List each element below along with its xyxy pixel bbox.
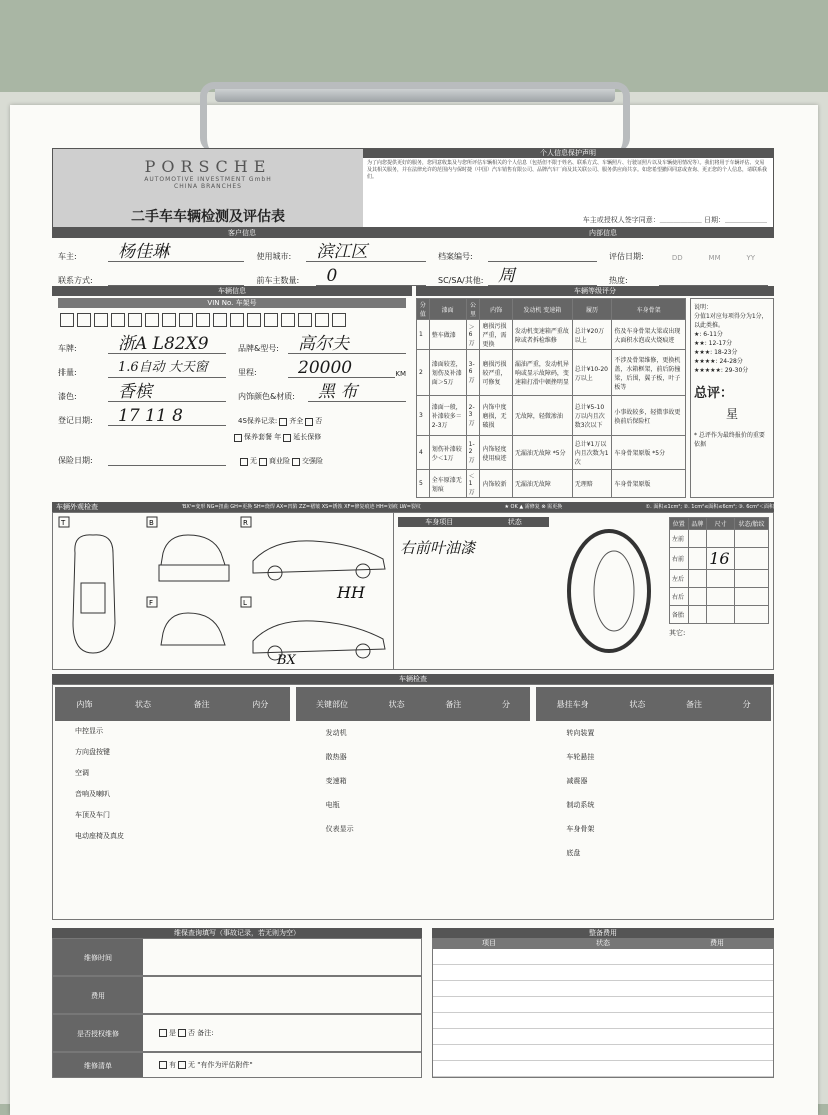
yy-ph: YY <box>746 254 756 262</box>
grading-bar: 车辆等级评分 <box>416 286 774 296</box>
grade-cell: ＜1万 <box>466 470 480 498</box>
checkbox-no[interactable] <box>305 418 313 426</box>
heat-value <box>659 266 768 286</box>
svg-text:T: T <box>61 519 66 527</box>
grade-cell: 伤及车身骨架大梁或出现大面积水泡或火烧痕迹 <box>612 320 686 350</box>
checkbox-have[interactable] <box>159 1061 167 1069</box>
brand-value: 高尔夫 <box>288 334 406 354</box>
maint-row-label: 维修清单 <box>53 1053 143 1077</box>
eval-date-label: 评估日期: <box>609 252 644 261</box>
body-items <box>393 513 553 669</box>
grade-cell: 整车做漆 <box>429 320 466 350</box>
prev-owners-value: 0 <box>316 266 426 286</box>
color-field[interactable] <box>52 378 232 402</box>
damage-note: 右前叶油漆 <box>400 539 476 557</box>
group-title: 关键部位 <box>316 699 348 709</box>
tire-header: 位置 <box>670 518 689 530</box>
opt-package: 保养套餐 <box>244 433 272 441</box>
maint-label: 4S保养记录: <box>238 417 278 425</box>
grading-section <box>412 286 774 498</box>
vin-boxes[interactable] <box>52 310 412 330</box>
opt-none: 无 <box>250 457 257 465</box>
cost-header: 项目 <box>482 939 496 947</box>
star-label: 星 <box>725 407 738 421</box>
grade-cell: 内饰较新 <box>480 470 512 498</box>
plate-label: 车牌: <box>58 344 77 353</box>
group-title: 内饰 <box>76 699 93 709</box>
remark-label: 备注 <box>445 699 462 709</box>
sc-field[interactable] <box>432 262 603 286</box>
prev-owners-label: 前车主数量: <box>256 276 300 285</box>
maint-row-label: 是否授权维修 <box>53 1015 143 1051</box>
tire-header: 状态/胎纹 <box>735 518 769 530</box>
interior-label: 内饰颜色&材质: <box>238 392 295 401</box>
cost-bar: 整备费用 <box>432 928 774 938</box>
color-label: 漆色: <box>58 392 77 401</box>
mileage-label: 里程: <box>238 368 257 377</box>
maint-row-label: 维修时间 <box>53 939 143 975</box>
reg-value: 17 11 8 <box>108 406 226 426</box>
year-unit: 年 <box>274 433 282 441</box>
disp-value: 1.6自动 大天窗 <box>108 358 226 378</box>
contact-value <box>108 266 244 286</box>
opt-no: 否 <box>315 417 323 425</box>
opt-commercial: 商业险 <box>269 457 290 465</box>
tire-pos: 右前 <box>670 548 689 570</box>
brand-field[interactable] <box>232 330 412 354</box>
check-item: 车身骨架 <box>566 825 595 833</box>
exterior-title: 车辆外观检查 <box>56 503 98 511</box>
contact-field[interactable] <box>52 262 250 286</box>
total-note: * 总评作为最终报价的重要依据 <box>694 432 765 448</box>
grade-cell: 漆面较差，划伤及补漆面＞5万 <box>429 350 466 396</box>
status-label: 状态 <box>388 699 405 709</box>
interior-field[interactable] <box>232 378 412 402</box>
svg-text:B: B <box>149 519 154 527</box>
grade-cell: 1 <box>417 320 430 350</box>
vehicle-info <box>52 286 412 498</box>
exterior-legend: ★ OK ▲ 需修复 ⊗ 需更换 <box>504 504 563 510</box>
cost-section <box>432 928 774 1078</box>
exterior-codes: 'BX'=变形 NG=扭曲 GH=更换 SH=烧焊 AX=凹陷 ZZ=褶皱 XS=锈蚀 XF=修复痕迹 HH=划痕 LW=裂纹 <box>181 504 421 510</box>
inspection-bar: 车辆检查 <box>52 674 774 684</box>
tire-icon <box>564 526 654 656</box>
owner-field[interactable] <box>52 238 250 262</box>
disp-label: 排量: <box>58 368 77 377</box>
cost-header: 状态 <box>596 939 610 947</box>
vehicle-grade-row <box>52 286 774 498</box>
reg-field[interactable] <box>52 402 232 426</box>
maint-extra <box>226 426 412 442</box>
check-item: 车轮悬挂 <box>566 753 595 761</box>
tire-pos: 备胎 <box>670 606 689 624</box>
total-label: 总评： <box>694 386 734 401</box>
internal-info <box>432 228 774 286</box>
grade-cell: 3-6万 <box>466 350 480 396</box>
privacy-text: 为了向您提供更好的服务，您同意收集及与您所评估车辆相关的个人信息（包括但不限于姓名、联系方式、车辆照片、行驶证照片以及车辆使用情况等）。我们将用于车辆评估、交易及其相关服务，并在法律允许的范围内与保时捷（中国）汽车销售有限公司、品牌汽车厂商及其关联公司、服务供应商共享。如您希望撤回同意或查询、更正您的个人信息，请联系我们。 <box>367 160 768 180</box>
plate-value: 浙A L82X9 <box>108 334 226 354</box>
checkbox-full[interactable] <box>279 418 287 426</box>
grade-cell: 漏油严重，发动机异响或显示故障码，变速箱打滑中顿挫明显 <box>512 350 572 396</box>
grade-cell: 总计¥20万以上 <box>572 320 612 350</box>
plate-field[interactable] <box>52 330 232 354</box>
mileage-value: 20000 <box>288 358 395 378</box>
grade-header: 公里 <box>466 299 480 320</box>
date-label: 日期： <box>704 216 725 224</box>
customer-info <box>52 228 432 286</box>
tire-image <box>553 513 665 669</box>
checkbox-commercial[interactable] <box>259 458 267 466</box>
grade-cell: ＞6万 <box>466 320 480 350</box>
sc-label: SC/SA/其他: <box>438 276 484 285</box>
brand-sub2: CHINA BRANCHES <box>174 183 242 190</box>
car-diagrams <box>53 513 393 669</box>
opt-full: 齐全 <box>289 417 304 425</box>
tire-pos: 右后 <box>670 588 689 606</box>
grade-cell: 1-2万 <box>466 436 480 470</box>
info-row <box>52 228 774 286</box>
disp-field[interactable] <box>52 354 232 378</box>
contact-label: 联系方式: <box>58 276 93 285</box>
reg-label: 登记日期: <box>58 416 93 425</box>
mm-ph: MM <box>708 254 721 262</box>
sc-value: 周 <box>488 266 597 286</box>
maintenance-bar: 维保查询填写（事故记录，若无则为空） <box>52 928 422 938</box>
grade-cell: 3 <box>417 396 430 436</box>
grading-legend <box>690 298 774 498</box>
sign-label: 车主或授权人签字同意： <box>582 216 660 224</box>
grade-cell: 无漏油无故障 *5分 <box>512 436 572 470</box>
grade-header: 车身骨架 <box>612 299 686 320</box>
grade-cell: 总计¥5-10万以内且次数3次以下 <box>572 396 612 436</box>
prev-owners-field[interactable] <box>250 262 432 286</box>
grade-cell: 全车原漆无划痕 <box>429 470 466 498</box>
status-label: 状态 <box>629 699 646 709</box>
file-label: 档案编号: <box>438 252 473 261</box>
check-item: 制动系统 <box>566 801 595 809</box>
opt-warranty: 延长保修 <box>293 433 322 441</box>
check-item: 中控显示 <box>75 727 103 735</box>
grade-cell: 4 <box>417 436 430 470</box>
grade-header: 漆面 <box>429 299 466 320</box>
grade-cell: 内饰中度磨损，无破损 <box>480 396 512 436</box>
maintenance-section <box>52 928 422 1078</box>
tire-header: 品牌 <box>688 518 707 530</box>
vin-label: VIN No. 车架号 <box>58 298 406 308</box>
city-field[interactable] <box>250 238 432 262</box>
grade-header: 分值 <box>417 299 430 320</box>
privacy-title: 个人信息保护声明 <box>363 149 773 158</box>
grade-cell: 车身骨架原版 *5分 <box>612 436 686 470</box>
city-value: 滨江区 <box>306 242 426 262</box>
parts-header: 车身项目 <box>425 518 454 526</box>
key-parts-group <box>296 687 531 917</box>
grade-header: 发动机 变速箱 <box>512 299 572 320</box>
tire-header: 尺寸 <box>707 518 735 530</box>
grade-cell: 2 <box>417 350 430 396</box>
remark-label: 备注 <box>193 699 210 709</box>
tire-pos: 左后 <box>670 570 689 588</box>
damage-mark-bx: BX <box>277 653 296 668</box>
grade-cell: 小事故较多，轻微事故更换前后保险杠 <box>612 396 686 436</box>
grade-header: 履历 <box>572 299 612 320</box>
checkbox-warranty[interactable] <box>283 434 291 442</box>
ins-label: 保险日期: <box>58 456 93 465</box>
cost-header: 费用 <box>710 939 724 947</box>
grade-cell: 内饰轻度使用痕迹 <box>480 436 512 470</box>
grade-cell: 无故障，轻微渗油 <box>512 396 572 436</box>
heat-field[interactable] <box>603 262 774 286</box>
grade-cell: 划伤补漆较少＜1万 <box>429 436 466 470</box>
check-item: 电动座椅及真皮 <box>75 832 124 840</box>
maint-field <box>232 402 412 426</box>
check-item: 空调 <box>75 769 89 777</box>
attach-label: "有作为评估附件" <box>197 1061 253 1069</box>
privacy-box <box>363 149 773 227</box>
opt-compulsory: 交强险 <box>302 457 323 465</box>
grade-cell: 不涉及骨架维修，更换机盖，水箱框架，前后防撞梁，后围，翼子板，叶子板等 <box>612 350 686 396</box>
legend-line: ★★★★★: 29-30分 <box>694 367 749 374</box>
legend-line: 分值1对应每项得分为1分，以此类推。 <box>694 313 768 329</box>
legend-line: ★: 6-11分 <box>694 331 723 338</box>
checkbox-no2[interactable] <box>178 1029 186 1037</box>
ins-type-field <box>232 442 412 466</box>
check-item: 车顶及车门 <box>75 811 110 819</box>
maint-row-label: 费用 <box>53 977 143 1013</box>
owner-label: 车主: <box>58 252 77 261</box>
remark-label: 备注 <box>685 699 702 709</box>
legend-line: ★★★★: 24-28分 <box>694 358 743 365</box>
grading-table <box>416 298 686 498</box>
owner-value: 杨佳琳 <box>108 242 244 262</box>
cost-table <box>432 948 774 1078</box>
form <box>52 148 774 1078</box>
check-item: 发动机 <box>325 729 347 737</box>
grade-cell: 5 <box>417 470 430 498</box>
exterior-section <box>52 512 774 670</box>
other-label: 其它: <box>669 629 686 637</box>
file-value <box>488 242 597 262</box>
check-item: 转向装置 <box>566 729 595 737</box>
group-tag: 分 <box>501 699 510 709</box>
grade-cell: 总计¥10-20万以上 <box>572 350 612 396</box>
legend-line: ★★: 12-17分 <box>694 340 733 347</box>
logo-box <box>53 149 363 227</box>
tire-pos: 左前 <box>670 530 689 548</box>
internal-bar: 内部信息 <box>432 228 774 238</box>
grade-cell: 总计¥1万以内且次数为1次 <box>572 436 612 470</box>
clip-wire <box>200 82 630 152</box>
exterior-area: ①. 面积≤1cm²; ②. 1cm²≤面积≤6cm²; ③. 6cm²＜面积 <box>645 504 774 510</box>
interior-value: 黑 布 <box>308 382 406 402</box>
inspection-section <box>52 684 774 920</box>
sign-line: 车主或授权人签字同意：＿＿＿＿＿＿ 日期：＿＿＿＿＿＿ <box>582 216 767 224</box>
svg-text:R: R <box>243 519 248 527</box>
tire-table <box>665 513 773 669</box>
mileage-field[interactable] <box>232 354 412 378</box>
checkbox-none2[interactable] <box>178 1061 186 1069</box>
checkbox-none[interactable] <box>240 458 248 466</box>
status-header: 状态 <box>507 518 522 526</box>
grade-cell: 2-3万 <box>466 396 480 436</box>
check-item: 音响及喇叭 <box>75 790 110 798</box>
checkbox-package[interactable] <box>234 434 242 442</box>
file-field[interactable] <box>432 238 603 262</box>
brand-sub: AUTOMOTIVE INVESTMENT GmbH <box>144 176 272 183</box>
legend-title: 说明： <box>694 304 713 311</box>
customer-bar: 客户信息 <box>52 228 432 238</box>
eval-date-field[interactable] <box>603 238 774 262</box>
grade-cell: 漆面一般，补漆较多＝2-3万 <box>429 396 466 436</box>
color-value: 香槟 <box>108 382 226 402</box>
ins-date-field[interactable] <box>52 442 232 466</box>
group-tag: 内分 <box>252 699 269 709</box>
group-tag: 分 <box>742 699 751 709</box>
dd-ph: DD <box>671 254 683 262</box>
check-item: 减震器 <box>566 777 588 785</box>
city-label: 使用城市: <box>256 252 292 261</box>
brand-label: 品牌&型号: <box>238 344 279 353</box>
check-item: 底盘 <box>566 849 581 857</box>
grade-cell: 无理赔 <box>572 470 612 498</box>
yes-label: 是 <box>169 1029 176 1037</box>
interior-group <box>55 687 290 917</box>
grade-cell: 发动机变速箱严重故障或者拆检维修 <box>512 320 572 350</box>
vehicle-bar: 车辆信息 <box>52 286 412 296</box>
km-unit: KM <box>395 370 406 378</box>
svg-text:L: L <box>243 599 247 607</box>
heat-label: 热度: <box>609 276 628 285</box>
suspension-group <box>536 687 771 917</box>
group-title: 悬挂车身 <box>556 699 589 709</box>
damage-mark-hh: HH <box>337 583 365 602</box>
svg-text:F: F <box>149 599 154 607</box>
legend-line: ★★★: 18-23分 <box>694 349 738 356</box>
check-item: 散热器 <box>325 753 347 761</box>
check-item: 变速箱 <box>325 777 347 785</box>
grade-header: 内饰 <box>480 299 512 320</box>
remark-label2: 备注: <box>197 1029 214 1037</box>
grade-cell: 磨损污损较严重，可修复 <box>480 350 512 396</box>
grade-cell: 磨损污损严重，需更换 <box>480 320 512 350</box>
check-item: 仪表显示 <box>325 825 354 833</box>
checkbox-yes[interactable] <box>159 1029 167 1037</box>
form-title: 二手车车辆检测及评估表 <box>131 209 285 225</box>
bottom-row <box>52 928 774 1078</box>
no-label: 否 <box>188 1029 195 1037</box>
grade-cell: 车身骨架原版 <box>612 470 686 498</box>
tire-size-value: 16 <box>707 548 735 570</box>
check-item: 方向盘按键 <box>75 748 110 756</box>
form-header <box>52 148 774 228</box>
grade-cell: 无漏油无故障 <box>512 470 572 498</box>
exterior-bar <box>52 502 774 512</box>
checkbox-compulsory[interactable] <box>292 458 300 466</box>
have-label: 有 <box>169 1061 176 1069</box>
check-item: 电瓶 <box>325 801 340 809</box>
none-label: 无 <box>188 1061 195 1069</box>
brand-logo: PORSCHE <box>144 157 272 176</box>
status-label: 状态 <box>134 699 151 709</box>
